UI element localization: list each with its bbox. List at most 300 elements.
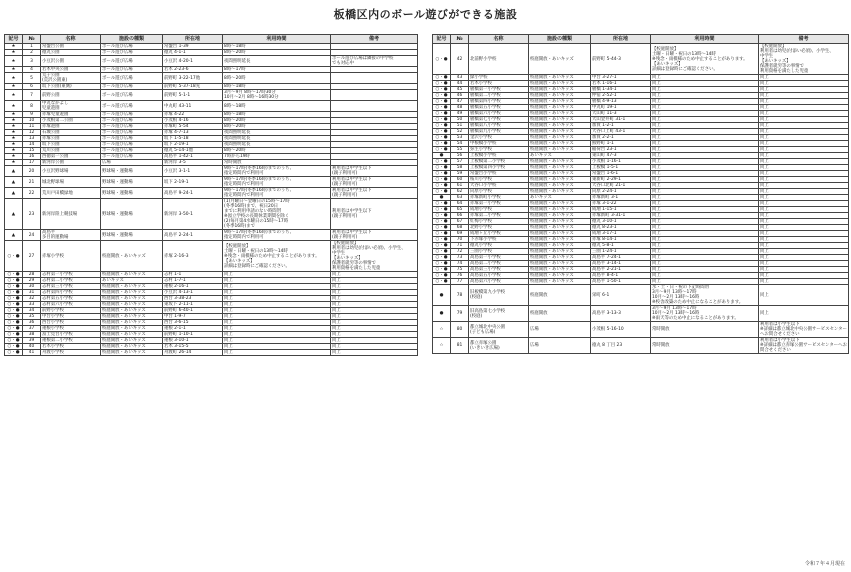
number-cell: 35	[23, 314, 41, 320]
note-cell: 同上	[759, 279, 849, 285]
number-cell: 10	[23, 118, 41, 124]
number-cell: 14	[23, 142, 41, 148]
type-cell: ボール遊び広場	[101, 142, 163, 148]
address-cell: 舟渡町 26-14	[163, 350, 223, 356]
number-cell: 77	[451, 279, 469, 285]
type-cell: 校庭開放・あいキッズ	[529, 165, 591, 171]
hours-cell: 夜間照明延長	[223, 142, 331, 148]
name-cell: 板橋第八小学校	[469, 123, 529, 129]
name-cell: 志村第六小学校	[41, 302, 101, 308]
column-header-name: 名称	[41, 35, 101, 44]
type-cell: 校庭開放・あいキッズ	[529, 243, 591, 249]
symbol-cell: ○・●	[433, 135, 451, 141]
address-cell: 中台 3-27-1	[591, 75, 651, 81]
type-cell: 校庭開放・あいキッズ	[529, 93, 591, 99]
table-row	[5, 90, 418, 101]
type-cell: 校庭開放・あいキッズ	[101, 296, 163, 302]
address-cell: 大山金井町 31-1	[591, 117, 651, 123]
type-cell: 校庭開放・あいキッズ	[529, 219, 591, 225]
name-cell: 若木中央公園	[41, 67, 101, 73]
symbol-cell: ●	[433, 153, 451, 159]
column-header-address: 所在地	[591, 35, 651, 44]
name-cell: 三園小学校	[469, 249, 529, 255]
type-cell: ボール遊び広場	[101, 67, 163, 73]
address-cell: 赤塚 4-22	[163, 112, 223, 118]
hours-cell: 8時～20時	[223, 73, 331, 84]
hours-cell: 同上	[651, 249, 759, 255]
note-cell: 同上	[331, 332, 418, 338]
name-cell: 赤塚遊園	[41, 124, 101, 130]
address-cell: 西台 3-38-23	[163, 296, 223, 302]
column-header-address: 所在地	[163, 35, 223, 44]
type-cell: 校庭開放・あいキッズ	[529, 99, 591, 105]
hours-cell: 同上	[651, 129, 759, 135]
number-cell: 68	[451, 225, 469, 231]
symbol-cell: ○・●	[5, 344, 23, 350]
number-cell: 49	[451, 111, 469, 117]
note-cell: 同上	[759, 249, 849, 255]
hours-cell: 水・土・日・祝の下記時間帯 3月～9月 13時～17時 10月～2月 13時～16時 ※校舎改築のため中止になることがあります。	[651, 285, 759, 306]
address-cell: 坂下 2-19-1	[163, 177, 223, 188]
symbol-cell: ★	[5, 124, 23, 130]
type-cell: 校庭開放・あいキッズ	[101, 344, 163, 350]
type-cell: ボール遊び広場	[101, 136, 163, 142]
table-row	[5, 188, 418, 199]
symbol-cell: ★	[5, 118, 23, 124]
hours-cell: 3月～9月 8時～17時30分 10月～2月 8時～16時30分	[223, 90, 331, 101]
name-cell: 高島第五小学校	[469, 273, 529, 279]
type-cell: 校庭開放・あいキッズ	[529, 44, 591, 75]
note-cell: 【校庭開放】 利用者は幼児(付添い必須)、小学生、 中学生 【あいキッズ】 保護者就労等の事情で 利用資格を満たした児童	[331, 241, 418, 272]
symbol-cell: ○・●	[433, 267, 451, 273]
name-cell: 板橋第四小学校	[469, 99, 529, 105]
symbol-cell: ▲	[5, 230, 23, 241]
name-cell: 上板橋第四小学校	[469, 165, 529, 171]
note-cell	[331, 73, 418, 84]
number-cell: 39	[23, 338, 41, 344]
column-header-note: 備考	[331, 35, 418, 44]
number-cell: 36	[23, 320, 41, 326]
symbol-cell: ○・●	[433, 44, 451, 75]
symbol-cell: ★	[5, 50, 23, 56]
address-cell: 蓮根 2-1-1	[163, 326, 223, 332]
number-cell: 30	[23, 284, 41, 290]
address-cell: 前野町 6-40-1	[163, 308, 223, 314]
symbol-cell: ○・●	[433, 99, 451, 105]
table-body	[5, 44, 418, 356]
note-cell: 同上	[331, 308, 418, 314]
number-cell: 61	[451, 183, 469, 189]
hours-cell: 同上	[651, 183, 759, 189]
number-cell: 15	[23, 148, 41, 154]
address-cell: 若木 2-23-6	[163, 67, 223, 73]
note-cell: 利用者は中学生以下 (親子利用可)	[331, 166, 418, 177]
note-cell: 同上	[331, 314, 418, 320]
number-cell: 50	[451, 117, 469, 123]
name-cell: 成増ヶ丘小学校	[469, 231, 529, 237]
type-cell: 校庭開放・あいキッズ	[529, 75, 591, 81]
address-cell: 栄町 6-1	[591, 285, 651, 306]
name-cell: 大谷口小学校	[469, 183, 529, 189]
symbol-cell: ○・●	[433, 105, 451, 111]
hours-cell: 夜間照明延長	[223, 136, 331, 142]
note-cell: 同上	[759, 165, 849, 171]
note-cell: 同上	[759, 261, 849, 267]
address-cell: 常盤台 1-6-1	[591, 171, 651, 177]
number-cell: 8	[23, 101, 41, 112]
name-cell: 荒子公園 (荒沢公園東)	[41, 73, 101, 84]
name-cell: 北前野小学校	[469, 44, 529, 75]
note-cell: 利用者は中学生以下 (親子利用可)	[331, 177, 418, 188]
note-cell: ボール遊び広場は隣接の中学校 でも対応中	[331, 56, 418, 67]
hours-cell: (1)月曜日～金曜日の15時～17時 (冬季16時)まで、祝日20日 までに利用申請のない時間帯 ※図立学校の長期休業期間を除く (2)毎月第4水曜日の15時～17時 (冬季16時)まで	[223, 199, 331, 230]
hours-cell: 同上	[651, 123, 759, 129]
type-cell: 野球場・運動場	[101, 230, 163, 241]
symbol-cell: ☆	[433, 322, 451, 338]
facility-table-right	[432, 34, 849, 354]
hours-cell: 同上	[651, 273, 759, 279]
number-cell: 66	[451, 213, 469, 219]
type-cell: 校庭開放・あいキッズ	[529, 255, 591, 261]
hours-cell: 8時～20時	[223, 118, 331, 124]
note-cell: 同上	[759, 123, 849, 129]
symbol-cell: ★	[5, 67, 23, 73]
number-cell: 28	[23, 272, 41, 278]
symbol-cell: ○・●	[433, 123, 451, 129]
name-cell: 小茂根第二公園	[41, 118, 101, 124]
address-cell: 徳丸 3-10-1	[591, 219, 651, 225]
type-cell: ボール遊び広場	[101, 118, 163, 124]
number-cell: 33	[23, 302, 41, 308]
address-cell: 大谷口上町 43-1	[591, 129, 651, 135]
type-cell: 校庭開放・あいキッズ	[529, 273, 591, 279]
address-cell: 高島平 2-21-1	[591, 267, 651, 273]
address-cell: 高島平 3-14-1	[591, 261, 651, 267]
hours-cell: 同上	[651, 189, 759, 195]
address-cell: 常盤台 1-39	[163, 44, 223, 50]
type-cell: 校庭開放・あいキッズ	[529, 201, 591, 207]
type-cell: 野球場・運動場	[101, 177, 163, 188]
symbol-cell: ○・●	[433, 81, 451, 87]
symbol-cell: ●	[433, 306, 451, 322]
address-cell: 前野町 3-22-17他	[163, 73, 223, 84]
note-cell: 同上	[759, 153, 849, 159]
table-row	[433, 322, 849, 338]
type-cell: ボール遊び広場	[101, 50, 163, 56]
address-cell: 向原 2-24-1	[591, 189, 651, 195]
number-cell: 64	[451, 201, 469, 207]
note-cell: 同上	[759, 99, 849, 105]
table-row	[5, 230, 418, 241]
number-cell: 45	[451, 87, 469, 93]
note-cell: 同上	[759, 183, 849, 189]
symbol-cell: ▲	[5, 188, 23, 199]
hours-cell: 同上	[651, 159, 759, 165]
symbol-cell: ○・●	[433, 189, 451, 195]
hours-cell: 同上	[651, 237, 759, 243]
address-cell: 西台 3-6-15	[163, 320, 223, 326]
note-cell: 同上	[331, 284, 418, 290]
hours-cell: 8時～20時	[223, 148, 331, 154]
hours-cell: 同上	[223, 338, 331, 344]
hours-cell: 同上	[651, 219, 759, 225]
hours-cell: 同上	[223, 290, 331, 296]
address-cell: 上板橋 1-5-1	[591, 165, 651, 171]
type-cell: ボール遊び広場	[101, 101, 163, 112]
symbol-cell: ○・●	[433, 279, 451, 285]
column-header-name: 名称	[469, 35, 529, 44]
symbol-cell: ○・●	[433, 183, 451, 189]
address-cell: 徳丸 4-1-1	[163, 50, 223, 56]
address-cell: 赤塚新町 3-1	[591, 195, 651, 201]
note-cell: 同上	[759, 81, 849, 87]
symbol-cell: ○・●	[433, 225, 451, 231]
name-cell: 赤塚第二小学校	[469, 213, 529, 219]
name-cell: 都立赤塚公園 (いきいき広場)	[469, 338, 529, 354]
type-cell: ボール遊び広場	[101, 154, 163, 160]
number-cell: 40	[23, 344, 41, 350]
type-cell: 校庭開放・あいキッズ	[101, 326, 163, 332]
number-cell: 22	[23, 188, 41, 199]
hours-cell: 同上	[651, 99, 759, 105]
table-row	[5, 350, 418, 356]
hours-cell: 常時開放	[651, 322, 759, 338]
address-cell: 前野町 5-1-1	[163, 90, 223, 101]
column-header-symbol: 記号	[5, 35, 23, 44]
number-cell: 16	[23, 154, 41, 160]
date-footnote: 令和７年４月現在	[804, 561, 845, 567]
note-cell: 利用者は中学生以下 (親子利用可)	[331, 199, 418, 230]
symbol-cell: ○・●	[433, 159, 451, 165]
type-cell: ボール遊び広場	[101, 90, 163, 101]
symbol-cell: ○・●	[433, 117, 451, 123]
number-cell: 17	[23, 160, 41, 166]
symbol-cell: ★	[5, 148, 23, 154]
address-cell: 小豆沢 4-20-1	[163, 56, 223, 67]
hours-cell: 9時～17時(冬季16時)までのうち、 指定時間内で利用可	[223, 177, 331, 188]
column-header-hours: 利用時間	[651, 35, 759, 44]
address-cell: 東新町 2-29-1	[591, 177, 651, 183]
number-cell: 4	[23, 67, 41, 73]
hours-cell: 9時～17時(冬季16時)までのうち、 指定時間内で利用可	[223, 230, 331, 241]
hours-cell: 同上	[651, 171, 759, 177]
type-cell: 校庭開放・あいキッズ	[529, 261, 591, 267]
column-header-number: №	[23, 35, 41, 44]
name-cell: 志村第三小学校	[41, 284, 101, 290]
hours-cell: 9時～17時(冬季16時)までのうち、 指定時間内で利用可	[223, 166, 331, 177]
note-cell: 同上	[759, 243, 849, 249]
address-cell: 熊野町 1-1	[591, 141, 651, 147]
number-cell: 5	[23, 73, 41, 84]
name-cell: 徳丸小学校	[469, 243, 529, 249]
note-cell: 利用者は中学生以下 (親子利用可)	[331, 230, 418, 241]
number-cell: 42	[451, 44, 469, 75]
type-cell: 広場	[101, 160, 163, 166]
type-cell: 校庭開放・あいキッズ	[529, 213, 591, 219]
number-cell: 72	[451, 249, 469, 255]
symbol-cell: ○・●	[5, 338, 23, 344]
hours-cell: 同上	[651, 81, 759, 87]
symbol-cell: ★	[5, 130, 23, 136]
address-cell: 若木 3-15-5	[163, 344, 223, 350]
table-header-row	[5, 35, 418, 44]
hours-cell: 同上	[651, 267, 759, 273]
type-cell: ボール遊び広場	[101, 73, 163, 84]
number-cell: 80	[451, 322, 469, 338]
name-cell: 赤塚児童遊園	[41, 112, 101, 118]
name-cell: 志村第一小学校	[41, 272, 101, 278]
address-cell: 赤塚 8-14-1	[591, 237, 651, 243]
hours-cell: 同上	[223, 296, 331, 302]
number-cell: 34	[23, 308, 41, 314]
number-cell: 71	[451, 243, 469, 249]
type-cell: 校庭開放・あいキッズ	[101, 338, 163, 344]
number-cell: 44	[451, 81, 469, 87]
address-cell: 板橋 1-34-1	[591, 87, 651, 93]
number-cell: 12	[23, 130, 41, 136]
number-cell: 76	[451, 273, 469, 279]
hours-cell: 8時～18時	[223, 84, 331, 90]
symbol-cell: ○・●	[433, 219, 451, 225]
name-cell: 金沢小学校	[469, 135, 529, 141]
symbol-cell: ★	[5, 112, 23, 118]
address-cell: 小茂根 4-16	[163, 118, 223, 124]
address-cell: 高島平 2-24-1	[163, 230, 223, 241]
hours-cell: 8時～18時	[223, 101, 331, 112]
name-cell: 志村第四小学校	[41, 290, 101, 296]
symbol-cell: ○・●	[5, 272, 23, 278]
hours-cell: 同上	[223, 308, 331, 314]
address-cell: 前野町 5-44-3	[591, 44, 651, 75]
name-cell: 板橋第二小学校	[469, 93, 529, 99]
table-row	[433, 306, 849, 322]
type-cell: 広場	[529, 338, 591, 354]
number-cell: 3	[23, 56, 41, 67]
symbol-cell: ○・●	[5, 350, 23, 356]
note-cell: 同上	[759, 177, 849, 183]
note-cell: 同上	[331, 326, 418, 332]
symbol-cell: ○・●	[433, 141, 451, 147]
number-cell: 60	[451, 177, 469, 183]
address-cell: 加賀 1-2-1	[591, 123, 651, 129]
type-cell: 校庭開放・あいキッズ	[101, 272, 163, 278]
type-cell: 野球場・運動場	[101, 199, 163, 230]
note-cell: 同上	[331, 296, 418, 302]
table-row	[433, 285, 849, 306]
name-cell: 小豆沢公園	[41, 56, 101, 67]
name-cell: 板橋第七小学校	[469, 117, 529, 123]
table-row	[5, 241, 418, 272]
type-cell: 校庭開放・あいキッズ	[529, 225, 591, 231]
symbol-cell: ○・●	[433, 147, 451, 153]
name-cell: 赤塚小学校	[41, 241, 101, 272]
symbol-cell: ○・●	[433, 111, 451, 117]
type-cell: 野球場・運動場	[101, 166, 163, 177]
type-cell: 校庭開放・あいキッズ	[529, 183, 591, 189]
address-cell: 大谷口北町 21-1	[591, 183, 651, 189]
number-cell: 29	[23, 278, 41, 284]
address-cell: 前野町 5-37-18先	[163, 84, 223, 90]
note-cell: 同上	[759, 75, 849, 81]
hours-cell: 同上	[651, 261, 759, 267]
name-cell: 上板橋小学校	[469, 153, 529, 159]
number-cell: 6	[23, 84, 41, 90]
name-cell: 板橋第九小学校	[469, 129, 529, 135]
address-cell: 東坂下 2-11-1	[163, 302, 223, 308]
hours-cell: 同上	[651, 111, 759, 117]
note-cell: 【校庭開放】 利用者は幼児(付添い必須)、小学生、 中学生 【あいキッズ】 保護者就労等の事情で 利用資格を満たした児童	[759, 44, 849, 75]
name-cell: 常盤台公園	[41, 44, 101, 50]
column-header-note: 備考	[759, 35, 849, 44]
name-cell: 高島平 多目的運動場	[41, 230, 101, 241]
type-cell: 校庭開放・あいキッズ	[529, 129, 591, 135]
type-cell: ボール遊び広場	[101, 130, 163, 136]
note-cell: 同上	[759, 147, 849, 153]
type-cell: 校庭開放・あいキッズ	[529, 267, 591, 273]
type-cell: 校庭開放・あいキッズ	[101, 320, 163, 326]
note-cell: 同上	[759, 159, 849, 165]
hours-cell: 同上	[651, 87, 759, 93]
type-cell: あいキッズ	[529, 195, 591, 201]
hours-cell: 同上	[651, 75, 759, 81]
note-cell: 同上	[759, 255, 849, 261]
hours-cell: 夜間照明延長	[223, 130, 331, 136]
number-cell: 73	[451, 255, 469, 261]
note-cell: 同上	[331, 350, 418, 356]
symbol-cell: ★	[5, 142, 23, 148]
symbol-cell: ○・●	[5, 241, 23, 272]
hours-cell: 9時～17時(冬季16時)までのうち、 指定時間内で利用可	[223, 188, 331, 199]
note-cell: 同上	[759, 219, 849, 225]
address-cell: 赤塚 3-1-22	[591, 201, 651, 207]
type-cell: 校庭開放・あいキッズ	[529, 81, 591, 87]
type-cell: 校庭開放・あいキッズ	[101, 290, 163, 296]
note-cell: 同上	[331, 344, 418, 350]
address-cell: 志村 1-7-1	[163, 278, 223, 284]
number-cell: 38	[23, 332, 41, 338]
symbol-cell: ○・●	[433, 87, 451, 93]
type-cell: 校庭開放・あいキッズ	[529, 207, 591, 213]
hours-cell: 【校庭開放】 土曜・日曜・祝日の13時～14時 ※残念・雨模様のため中止することがあります。 【あいキッズ】 詳細は登録時にご確認ください。	[223, 241, 331, 272]
note-cell: 同上	[759, 201, 849, 207]
address-cell: 前野町 1-10-1	[163, 332, 223, 338]
document-title: 板橋区内のボール遊びができる施設	[333, 8, 518, 21]
name-cell: 坂下公園	[41, 142, 101, 148]
note-cell: 同上	[759, 285, 849, 306]
address-cell: 中丸町 43-11	[163, 101, 223, 112]
name-cell: 紅梅小学校	[469, 219, 529, 225]
symbol-cell: ○・●	[433, 207, 451, 213]
number-cell: 75	[451, 267, 469, 273]
type-cell: ボール遊び広場	[101, 44, 163, 50]
hours-cell: 8時～17時	[223, 67, 331, 73]
number-cell: 59	[451, 171, 469, 177]
name-cell: 新河岸公園	[41, 160, 101, 166]
note-cell: 同上	[331, 272, 418, 278]
name-cell: 新河岸陸上競技場	[41, 199, 101, 230]
symbol-cell: ▲	[5, 166, 23, 177]
name-cell: 上板橋第二小学校	[469, 159, 529, 165]
hours-cell: 同上	[223, 302, 331, 308]
type-cell: 校庭開放・あいキッズ	[529, 249, 591, 255]
name-cell: 都立城北中央公園 (子ども広場)	[469, 322, 529, 338]
number-cell: 57	[451, 159, 469, 165]
hours-cell: 同上	[651, 177, 759, 183]
name-cell: 蓮根第二小学校	[41, 338, 101, 344]
hours-cell: 同上	[223, 326, 331, 332]
table-row	[5, 177, 418, 188]
name-cell: 向原小学校	[469, 189, 529, 195]
